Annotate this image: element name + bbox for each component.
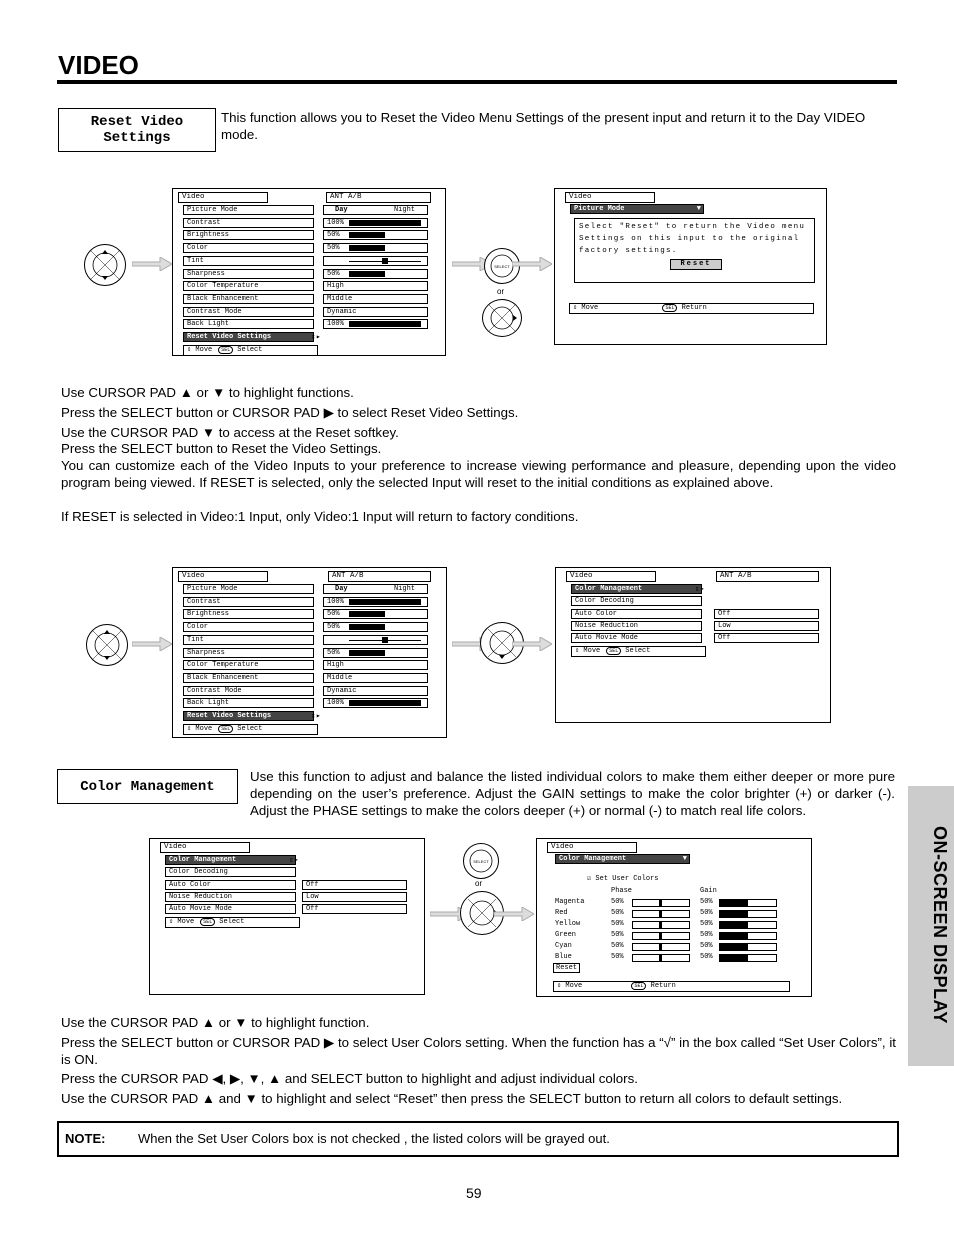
sel-icon: SEL bbox=[200, 918, 215, 926]
move-arrows-icon: ⇕ bbox=[187, 345, 196, 354]
phase-track[interactable] bbox=[632, 921, 690, 929]
level-bar bbox=[349, 220, 421, 226]
cursor-pad-graphic bbox=[87, 625, 127, 665]
move-arrows-icon: ⇕ bbox=[169, 917, 178, 926]
dialog-footer bbox=[569, 303, 814, 314]
phase-value: 50% bbox=[611, 920, 624, 928]
video1-text: If RESET is selected in Video:1 Input, only Video:1 Input will return to factory conditions. bbox=[61, 509, 579, 524]
picture-mode-night: Night bbox=[393, 206, 415, 214]
menu-value bbox=[323, 584, 428, 594]
or-text: or bbox=[497, 287, 505, 296]
level-bar bbox=[349, 611, 385, 617]
menu-item[interactable]: Color Decoding bbox=[165, 867, 296, 877]
cursor-pad-graphic bbox=[85, 245, 125, 285]
value-text: 50% bbox=[327, 269, 340, 278]
input-label: ANT A/B bbox=[716, 571, 819, 582]
cm-step-3: Press the CURSOR PAD ◀, ▶, ▼, ▲ and SELECT button to highlight and adjust individual colors. bbox=[61, 1071, 638, 1086]
reset-video-settings-label bbox=[58, 108, 216, 152]
or-text: or bbox=[475, 879, 483, 888]
menu-item[interactable]: Contrast Mode bbox=[183, 307, 314, 317]
menu-item[interactable]: Auto Color bbox=[165, 880, 296, 890]
dropdown-icon: ▼ bbox=[696, 205, 701, 213]
footer-return: Return bbox=[681, 304, 707, 312]
gain-track[interactable] bbox=[719, 899, 777, 907]
level-bar bbox=[349, 232, 385, 238]
user-colors-reset-button[interactable]: Reset bbox=[553, 963, 580, 973]
phase-marker bbox=[659, 933, 662, 939]
gain-value: 50% bbox=[700, 942, 713, 950]
menu-item[interactable]: Tint bbox=[183, 635, 314, 645]
footer-return: Return bbox=[650, 982, 676, 990]
note-label: NOTE: bbox=[65, 1131, 106, 1146]
menu-item[interactable]: Picture Mode bbox=[183, 205, 314, 215]
menu-item[interactable]: Brightness bbox=[183, 230, 314, 240]
menu-item[interactable]: Contrast Mode bbox=[183, 686, 314, 696]
reset-message: Select "Reset" to return the Video menu Settings on this input to the original factory settings. bbox=[579, 223, 806, 255]
menu-item[interactable]: Reset Video Settings bbox=[183, 332, 314, 342]
menu-item[interactable]: Back Light bbox=[183, 319, 314, 329]
menu-item[interactable]: Noise Reduction bbox=[165, 892, 296, 902]
picture-mode-item[interactable] bbox=[570, 204, 704, 214]
menu-item[interactable]: Back Light bbox=[183, 698, 314, 708]
menu-value bbox=[323, 673, 428, 683]
menu-value: Off bbox=[302, 904, 407, 914]
reset-description: This function allows you to Reset the Video Menu Settings of the present input and return it to the Day VIDEO mode. bbox=[221, 110, 866, 142]
menu-item[interactable]: Auto Movie Mode bbox=[571, 633, 702, 643]
value-text: 50% bbox=[327, 244, 340, 253]
phase-marker bbox=[659, 911, 662, 917]
menu-item[interactable]: Color Management bbox=[571, 584, 702, 594]
menu-value bbox=[323, 269, 428, 279]
video-menu-screen-2 bbox=[172, 567, 447, 738]
value-text: Dynamic bbox=[327, 686, 357, 695]
select-button-icon bbox=[463, 843, 499, 879]
footer-move: Move bbox=[177, 917, 195, 926]
color-management-label: Color Management bbox=[57, 769, 238, 804]
flow-arrow-icon bbox=[132, 637, 172, 651]
gain-track[interactable] bbox=[719, 921, 777, 929]
menu-value bbox=[323, 597, 428, 607]
set-user-colors-checkbox[interactable] bbox=[587, 874, 658, 884]
phase-track[interactable] bbox=[632, 899, 690, 907]
reset-label-text: Reset Video Settings bbox=[90, 114, 184, 146]
menu-value bbox=[323, 686, 428, 696]
cursor-pad-right-graphic bbox=[483, 300, 521, 336]
sel-icon: SEL bbox=[218, 725, 233, 733]
menu-header: Video bbox=[160, 842, 250, 853]
menu-item[interactable]: Color Management bbox=[165, 855, 296, 865]
menu-header: Video bbox=[547, 842, 637, 853]
footer-move: Move bbox=[195, 724, 213, 733]
menu-item[interactable]: Auto Color bbox=[571, 609, 702, 619]
menu-value bbox=[323, 307, 428, 317]
level-bar bbox=[349, 624, 385, 630]
menu-value bbox=[323, 205, 428, 215]
value-text: 50% bbox=[327, 623, 340, 632]
menu-footer bbox=[571, 646, 706, 657]
menu-item[interactable]: Color bbox=[183, 622, 314, 632]
color-management-description: Use this function to adjust and balance the listed individual colors to make them either deeper or more pure depending on the user’s preference. Adjust the GAIN settings to make the color brighter (+) or darker (-). Adjust the PHASE settings to make the colors deeper (+) or normal (-) to match real life colors. bbox=[250, 769, 895, 818]
level-bar bbox=[349, 321, 421, 327]
gain-bar bbox=[720, 944, 748, 950]
phase-track[interactable] bbox=[632, 932, 690, 940]
flow-arrow-icon bbox=[494, 907, 534, 921]
menu-value: Off bbox=[714, 609, 819, 619]
menu-item[interactable]: Brightness bbox=[183, 609, 314, 619]
phase-value: 50% bbox=[611, 898, 624, 906]
move-arrows-icon: ⇕ bbox=[573, 304, 578, 312]
gain-track[interactable] bbox=[719, 954, 777, 962]
color-name: Cyan bbox=[555, 942, 572, 950]
input-label: ANT A/B bbox=[328, 571, 431, 582]
reset-message-box bbox=[574, 218, 815, 283]
level-bar bbox=[349, 650, 385, 656]
menu-footer bbox=[165, 917, 300, 928]
phase-value: 50% bbox=[611, 931, 624, 939]
phase-value: 50% bbox=[611, 909, 624, 917]
step-4: Press the SELECT button to Reset the Video Settings. bbox=[61, 441, 382, 456]
menu-item[interactable]: Color Temperature bbox=[183, 660, 314, 670]
color-management-item-label: Color Management bbox=[559, 855, 627, 863]
reset-dialog-screen bbox=[554, 188, 827, 345]
sel-icon: SEL bbox=[606, 647, 621, 655]
chevron-right-icon: ⇕▸ bbox=[311, 712, 321, 721]
menu-footer bbox=[183, 724, 318, 735]
cursor-pad-icon bbox=[84, 244, 126, 286]
menu-item[interactable]: Tint bbox=[183, 256, 314, 266]
menu-item[interactable]: Sharpness bbox=[183, 648, 314, 658]
gain-value: 50% bbox=[700, 909, 713, 917]
cm-step-2: Press the SELECT button or CURSOR PAD ▶ to select User Colors setting. When the function has a “√” in the box called “Set User Colors”, it is ON. bbox=[61, 1035, 896, 1067]
menu-item[interactable]: Black Enhancement bbox=[183, 294, 314, 304]
select-button-graphic bbox=[464, 844, 498, 878]
menu-header: Video bbox=[565, 192, 655, 203]
move-arrows-icon: ⇕ bbox=[187, 724, 196, 733]
flow-arrow-icon bbox=[512, 257, 552, 271]
phase-marker bbox=[659, 900, 662, 906]
video-menu-screen-1 bbox=[172, 188, 446, 356]
gain-track[interactable] bbox=[719, 910, 777, 918]
menu-item[interactable]: Sharpness bbox=[183, 269, 314, 279]
color-name: Green bbox=[555, 931, 577, 939]
level-track bbox=[349, 640, 421, 641]
title-rule bbox=[57, 80, 897, 84]
menu-value bbox=[323, 319, 428, 329]
phase-marker bbox=[659, 944, 662, 950]
phase-marker bbox=[659, 922, 662, 928]
value-text: 100% bbox=[327, 320, 344, 329]
picture-mode-day: Day bbox=[335, 206, 348, 214]
page-title: VIDEO bbox=[58, 50, 139, 80]
value-text: 100% bbox=[327, 597, 344, 606]
menu-item[interactable]: Contrast bbox=[183, 218, 314, 228]
menu-item[interactable]: Black Enhancement bbox=[183, 673, 314, 683]
menu-value bbox=[323, 648, 428, 658]
footer-move: Move bbox=[195, 345, 213, 354]
gain-value: 50% bbox=[700, 920, 713, 928]
phase-marker bbox=[659, 955, 662, 961]
picture-mode-night: Night bbox=[393, 585, 415, 593]
dropdown-icon: ▼ bbox=[682, 855, 687, 863]
flow-arrow-icon bbox=[132, 257, 172, 271]
gain-bar bbox=[720, 900, 748, 906]
cursor-pad-right-icon bbox=[482, 299, 522, 337]
color-name: Magenta bbox=[555, 898, 585, 906]
menu-value bbox=[323, 243, 428, 253]
page-number: 59 bbox=[466, 1185, 482, 1201]
menu-item[interactable]: Reset Video Settings bbox=[183, 711, 314, 721]
step-3: Use the CURSOR PAD ▼ to access at the Reset softkey. bbox=[61, 425, 399, 440]
reset-button[interactable]: Reset bbox=[670, 259, 722, 270]
color-name: Blue bbox=[555, 953, 572, 961]
footer-select: Select bbox=[237, 724, 263, 733]
value-text: Middle bbox=[327, 294, 353, 303]
menu-value bbox=[323, 294, 428, 304]
note-box bbox=[57, 1121, 899, 1157]
level-track bbox=[349, 261, 421, 262]
value-text: Middle bbox=[327, 673, 353, 682]
dialog-footer bbox=[553, 981, 790, 992]
chevron-right-icon: ⇕▸ bbox=[289, 856, 299, 865]
value-text: 50% bbox=[327, 610, 340, 619]
menu-item[interactable]: Color Decoding bbox=[571, 596, 702, 606]
color-name: Yellow bbox=[555, 920, 581, 928]
gain-value: 50% bbox=[700, 953, 713, 961]
footer-move: Move bbox=[583, 646, 601, 655]
level-bar bbox=[349, 700, 421, 706]
value-text: High bbox=[327, 282, 344, 291]
checkbox-checked-icon: ☑ bbox=[587, 875, 592, 883]
value-text: High bbox=[327, 661, 344, 670]
picture-mode-day: Day bbox=[335, 585, 348, 593]
menu-value bbox=[323, 635, 428, 645]
gain-bar bbox=[720, 922, 748, 928]
cm-step-1: Use the CURSOR PAD ▲ or ▼ to highlight function. bbox=[61, 1015, 370, 1030]
menu-value: Low bbox=[302, 892, 407, 902]
gain-bar bbox=[720, 933, 748, 939]
section-side-tab-text: ON-SCREEN DISPLAY bbox=[930, 826, 950, 1024]
note-text: When the Set User Colors box is not checked , the listed colors will be grayed out. bbox=[138, 1131, 610, 1146]
user-colors-screen bbox=[536, 838, 812, 997]
level-bar bbox=[349, 245, 385, 251]
phase-track[interactable] bbox=[632, 910, 690, 918]
menu-value bbox=[323, 256, 428, 266]
step-1: Use CURSOR PAD ▲ or ▼ to highlight functions. bbox=[61, 385, 354, 400]
menu-header: Video bbox=[178, 571, 268, 582]
phase-track[interactable] bbox=[632, 943, 690, 951]
color-management-menu-screen-2 bbox=[149, 838, 425, 995]
select-text: SELECT bbox=[494, 264, 510, 269]
select-text: SELECT bbox=[473, 859, 489, 864]
value-text: 50% bbox=[327, 648, 340, 657]
menu-footer bbox=[183, 345, 318, 356]
gain-value: 50% bbox=[700, 931, 713, 939]
phase-track[interactable] bbox=[632, 954, 690, 962]
input-label: ANT A/B bbox=[326, 192, 431, 203]
menu-value bbox=[323, 660, 428, 670]
gain-bar bbox=[720, 911, 748, 917]
color-name: Red bbox=[555, 909, 568, 917]
menu-item[interactable]: Color Temperature bbox=[183, 281, 314, 291]
menu-value bbox=[323, 230, 428, 240]
menu-value bbox=[323, 609, 428, 619]
menu-value: Off bbox=[714, 633, 819, 643]
step-2: Press the SELECT button or CURSOR PAD ▶ to select Reset Video Settings. bbox=[61, 405, 519, 420]
color-management-item[interactable] bbox=[555, 854, 690, 864]
picture-mode-label: Picture Mode bbox=[574, 205, 625, 213]
gain-value: 50% bbox=[700, 898, 713, 906]
menu-value bbox=[323, 622, 428, 632]
color-management-menu-screen-1 bbox=[555, 567, 831, 723]
phase-value: 50% bbox=[611, 953, 624, 961]
footer-move: Move bbox=[565, 982, 583, 990]
menu-item[interactable]: Picture Mode bbox=[183, 584, 314, 594]
sel-icon: SEL bbox=[218, 346, 233, 354]
menu-value bbox=[323, 218, 428, 228]
gain-bar bbox=[720, 955, 748, 961]
chevron-right-icon: ⇕▸ bbox=[695, 585, 705, 594]
value-text: 50% bbox=[327, 231, 340, 240]
footer-select: Select bbox=[219, 917, 245, 926]
value-text: 100% bbox=[327, 699, 344, 708]
cm-step-4: Use the CURSOR PAD ▲ and ▼ to highlight and select “Reset” then press the SELECT button to return all colors to default settings. bbox=[61, 1091, 843, 1106]
level-bar bbox=[349, 271, 385, 277]
sel-icon: SEL bbox=[631, 982, 646, 990]
menu-value bbox=[323, 698, 428, 708]
cursor-pad-icon bbox=[86, 624, 128, 666]
flow-arrow-icon bbox=[512, 637, 552, 651]
footer-select: Select bbox=[237, 345, 263, 354]
menu-item[interactable]: Auto Movie Mode bbox=[165, 904, 296, 914]
gain-header: Gain bbox=[700, 887, 717, 895]
menu-item[interactable]: Contrast bbox=[183, 597, 314, 607]
menu-item[interactable]: Noise Reduction bbox=[571, 621, 702, 631]
menu-header: Video bbox=[178, 192, 268, 203]
gain-track[interactable] bbox=[719, 932, 777, 940]
set-user-colors-label: Set User Colors bbox=[595, 875, 659, 883]
phase-value: 50% bbox=[611, 942, 624, 950]
level-bar bbox=[349, 599, 421, 605]
move-arrows-icon: ⇕ bbox=[557, 982, 562, 990]
gain-track[interactable] bbox=[719, 943, 777, 951]
footer-select: Select bbox=[625, 646, 651, 655]
menu-value: Low bbox=[714, 621, 819, 631]
phase-header: Phase bbox=[611, 887, 633, 895]
chevron-right-icon: ⇕▸ bbox=[311, 333, 321, 342]
menu-value bbox=[323, 281, 428, 291]
menu-header: Video bbox=[566, 571, 656, 582]
menu-value: Off bbox=[302, 880, 407, 890]
move-arrows-icon: ⇕ bbox=[575, 646, 584, 655]
value-text: 100% bbox=[327, 218, 344, 227]
section-side-tab bbox=[908, 786, 954, 1066]
footer-move: Move bbox=[581, 304, 599, 312]
menu-item[interactable]: Color bbox=[183, 243, 314, 253]
sel-icon: SEL bbox=[662, 304, 677, 312]
value-text: Dynamic bbox=[327, 307, 357, 316]
customize-text: You can customize each of the Video Inputs to your preference to increase viewing performance and pleasure, depending upon the video program being viewed. If RESET is selected, only the selected Input will reset to the initial conditions as explained above. bbox=[61, 458, 896, 490]
